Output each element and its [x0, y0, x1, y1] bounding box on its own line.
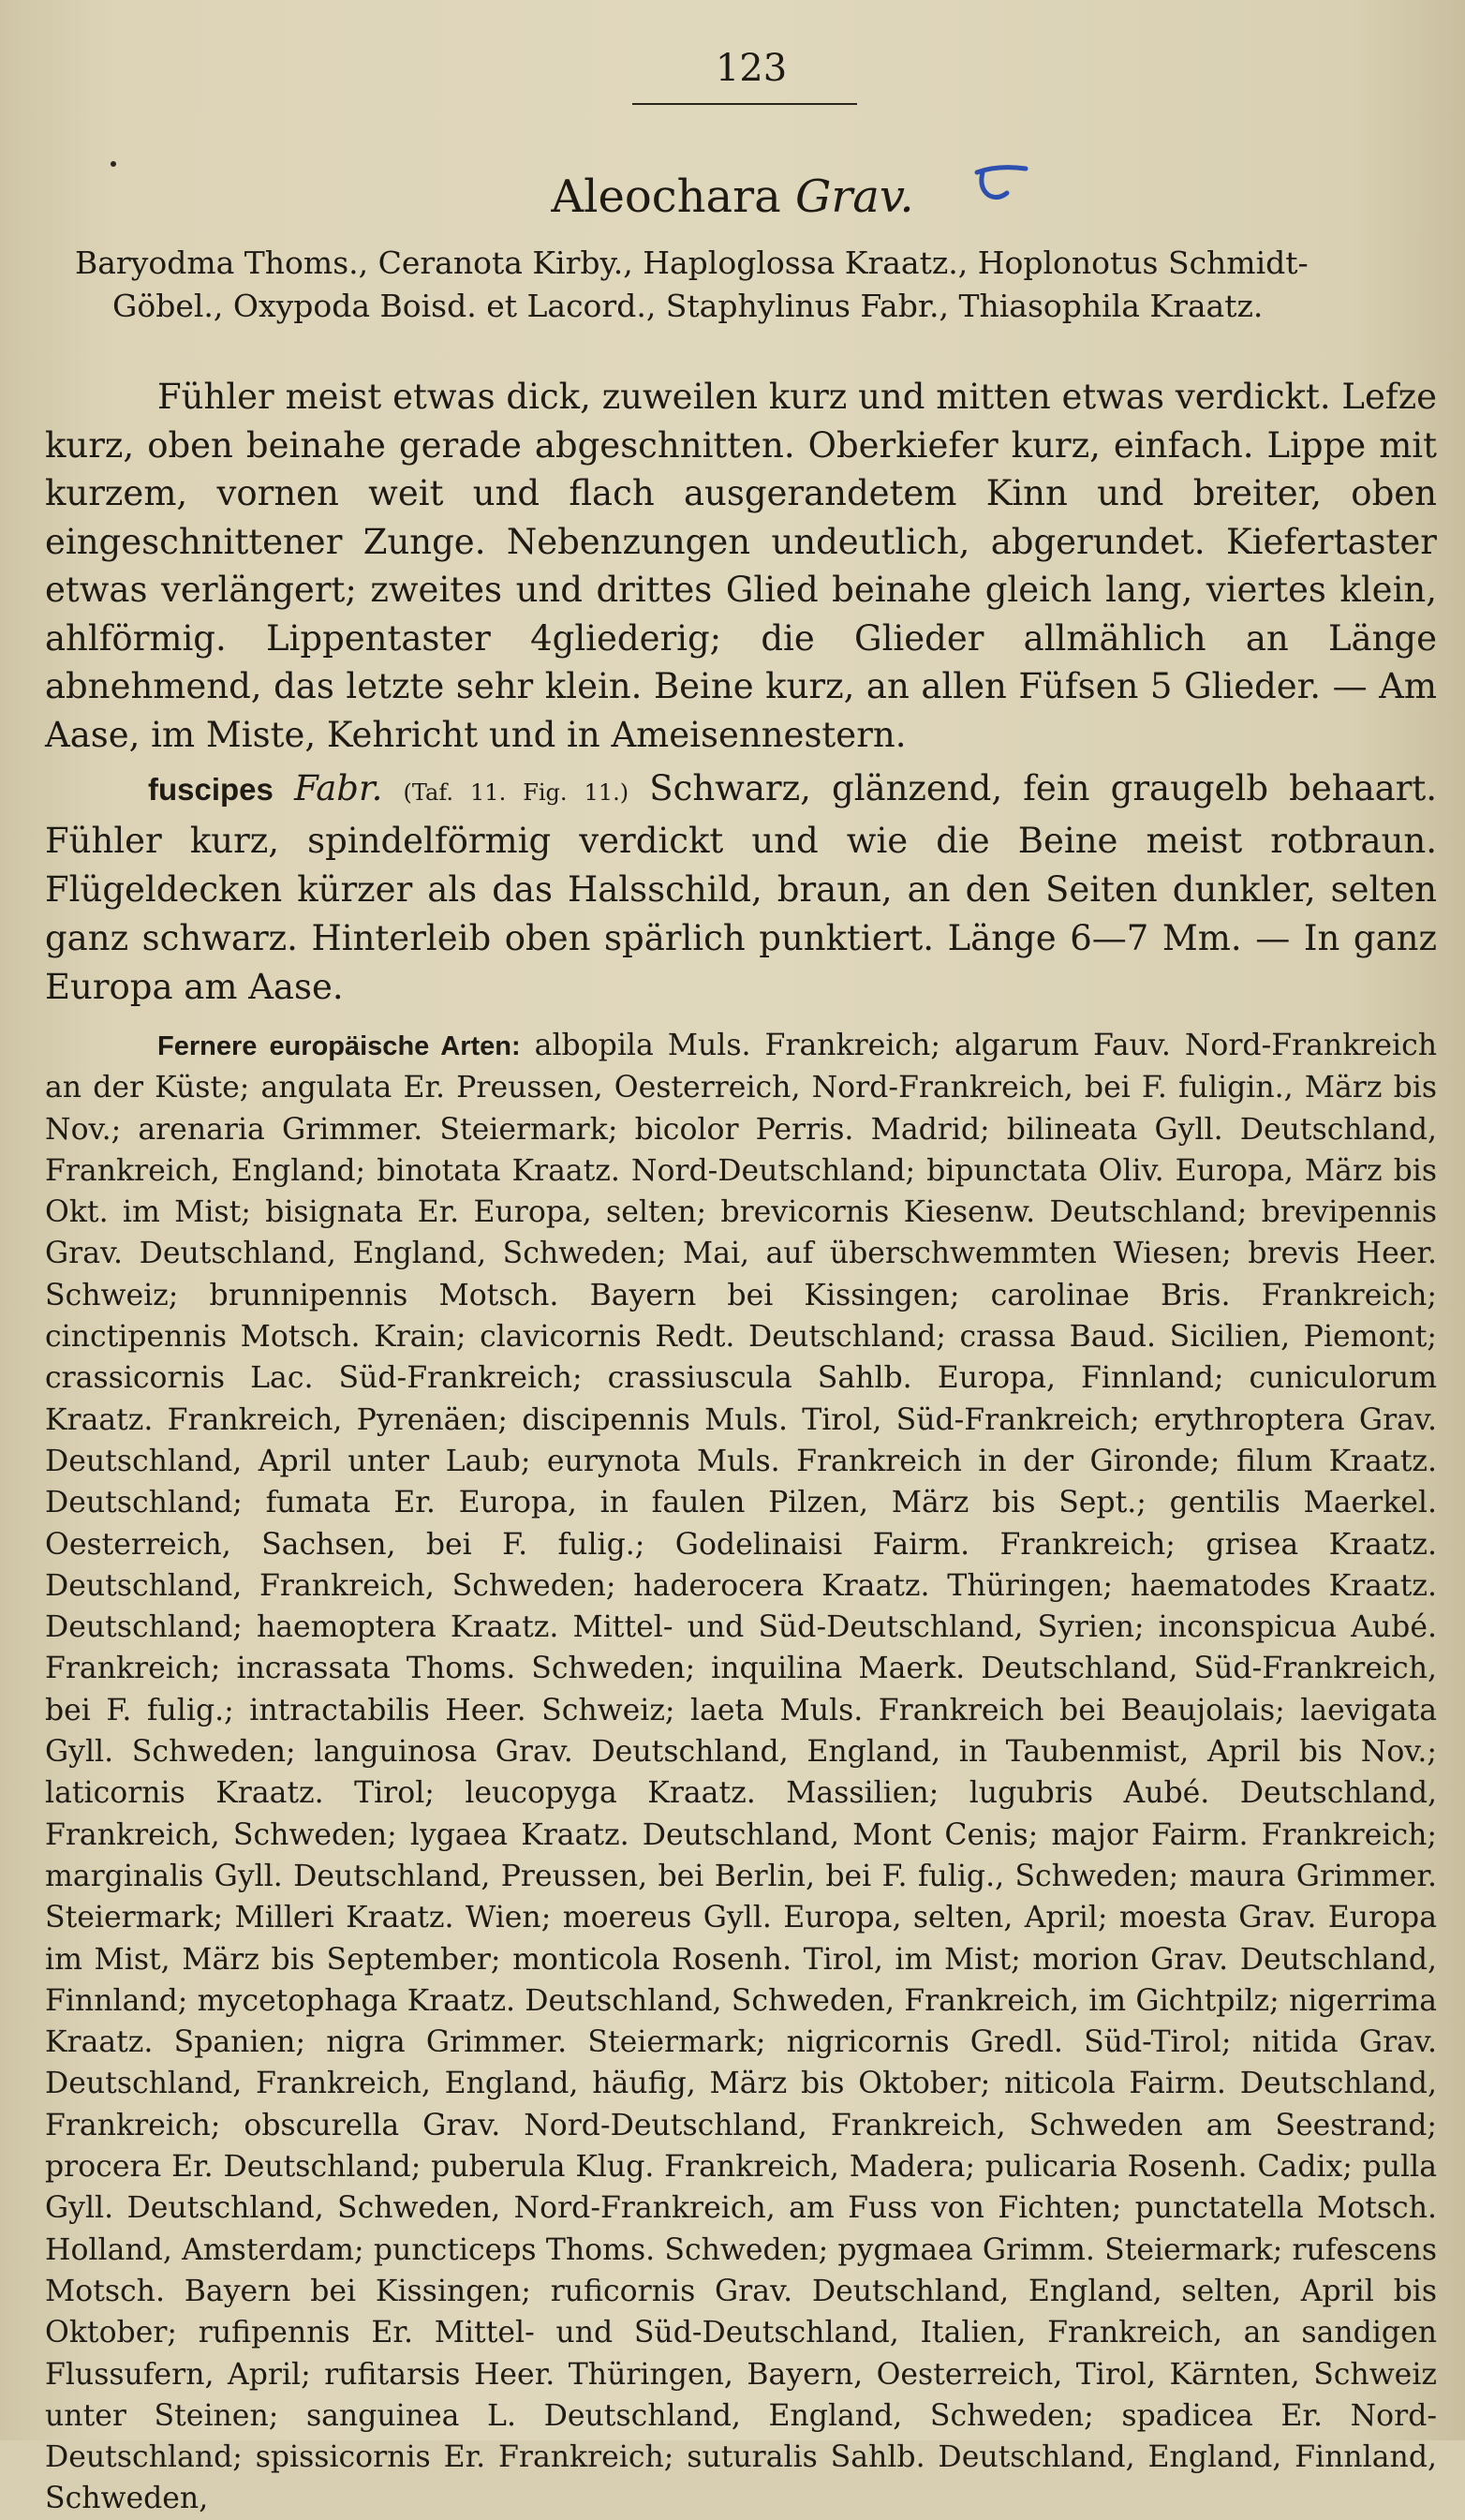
other-species-heading: Fernere europäische Arten: [157, 1031, 521, 1061]
plate-reference: (Taf. 11. Fig. 11.) [403, 779, 629, 806]
genus-name: Aleochara [551, 170, 781, 223]
species-author: Fabr. [294, 768, 383, 808]
pencil-mark-icon [969, 161, 1035, 208]
other-species-entry [45, 1025, 1437, 2520]
species-entry [45, 764, 1437, 1012]
genus-author: Grav. [794, 170, 914, 223]
species-name: fuscipes [148, 772, 274, 807]
ink-dot [111, 161, 116, 167]
other-species-list: albopila Muls. Frankreich; algarum Fauv. Nord-Frankreich an der Küste; angulata Er. Preussen, Oesterreich, Nord-Frankreich, bei F. fuligin., März bis Nov.; arenaria Grimmer. Steiermark; bicolor Perris. Madrid; bilineata Gyll. Deutschland, Frankreich, England; binotata Kraatz. Nord-Deutschland; bipunctata Oliv. Europa, März bis Okt. im Mist; bisignata Er. Europa, selten; brevicornis Kiesenw. Deutschland; brevipennis Grav. Deutschland, England, Schweden; Mai, auf überschwemmten Wiesen; brevis Heer. Schweiz; brunnipennis Motsch. Bayern bei Kissingen; carolinae Bris. Frankreich; cinctipennis Motsch. Krain; clavicornis Redt. Deutschland; crassa Baud. Sicilien, Piemont; crassicornis Lac. Süd-Frankreich; crassiuscula Sahlb. Europa, Finnland; cuniculorum Kraatz. Frankreich, Pyrenäen; discipennis Muls. Tirol, Süd-Frankreich; erythroptera Grav. Deutschland, April unter Laub; eurynota Muls. Frankreich in der Gironde; filum Kraatz. Deutschland; fumata Er. Europa, in faulen Pilzen, März bis Sept.; gentilis Maerkel. Oesterreich, Sachsen, bei F. fulig.; Godelinaisi Fairm. Frankreich; grisea Kraatz. Deutschland, Frankreich, Schweden; haderocera Kraatz. Thüringen; haematodes Kraatz. Deutschland; haemoptera Kraatz. Mittel- und Süd-Deutschland, Syrien; inconspicua Aubé. Frankreich; incrassata Thoms. Schweden; inquilina Maerk. Deutschland, Süd-Frankreich, bei F. fulig.; intractabilis Heer. Schweiz; laeta Muls. Frankreich bei Beaujolais; laevigata Gyll. Schweden; languinosa Grav. Deutschland, England, in Taubenmist, April bis Nov.; laticornis Kraatz. Tirol; leucopyga Kraatz. Massilien; lugubris Aubé. Deutschland, Frankreich, Schweden; lygaea Kraatz. Deutschland, Mont Cenis; major Fairm. Frankreich; marginalis Gyll. Deutschland, Preussen, bei Berlin, bei F. fulig., Schweden; maura Grimmer. Steiermark; Milleri Kraatz. Wien; moereus Gyll. Europa, selten, April; moesta Grav. Europa im Mist, März bis September; monticola Rosenh. Tirol, im Mist; morion Grav. Deutschland, Finnland; mycetophaga Kraatz. Deutschland, Schweden, Frankreich, im Gichtpilz; nigerrima Kraatz. Spanien; nigra Grimmer. Steiermark; nigricornis Gredl. Süd-Tirol; nitida Grav. Deutschland, Frankreich, England, häufig, März bis Oktober; niticola Fairm. Deutschland, Frankreich; obscurella Grav. Nord-Deutschland, Frankreich, Schweden am Seestrand; procera Er. Deutschland; puberula Klug. Frankreich, Madera; pulicaria Rosenh. Cadix; pulla Gyll. Deutschland, Schweden, Nord-Frankreich, am Fuss von Fichten; punctatella Motsch. Holland, Amsterdam; puncticeps Thoms. Schweden; pygmaea Grimm. Steiermark; rufescens Motsch. Bayern bei Kissingen; ruficornis Grav. Deutschland, England, selten, April bis Oktober; rufipennis Er. Mittel- und Süd-Deutschland, Italien, Frankreich, an sandigen Flussufern, April; rufitarsis Heer. Thüringen, Bayern, Oesterreich, Tirol, Kärnten, Schweiz unter Steinen; sanguinea L. Deutschland, England, Schweden; spadicea Er. Nord-Deutschland; spissicornis Er. Frankreich; suturalis Sahlb. Deutschland, England, Finnland, Schweden, [45, 1029, 1438, 2516]
genus-description: Fühler meist etwas dick, zuweilen kurz und mitten etwas verdickt. Lefze kurz, oben beinahe gerade abgeschnitten. Oberkiefer kurz, einfach. Lippe mit kurzem, vornen weit und flach ausgerandetem Kinn und breiter, oben eingeschnittener Zunge. Nebenzungen undeutlich, abgerundet. Kiefertaster etwas verlängert; zweites und drittes Glied beinahe gleich lang, viertes klein, ahlförmig. Lippentaster 4gliederig; die Glieder allmählich an Länge abnehmend, das letzte sehr klein. Beine kurz, an allen Füfsen 5 Glieder. — Am Aase, im Miste, Kehricht und in Ameisennestern. [45, 377, 1437, 755]
synonyms-line-1: Baryodma Thoms., Ceranota Kirby., Haploglossa Kraatz., Hoplonotus Schmidt- [75, 245, 1309, 281]
synonyms-block [75, 242, 1381, 328]
synonyms-line-2: Göbel., Oxypoda Boisd. et Lacord., Staphylinus Fabr., Thiasophila Kraatz. [112, 288, 1264, 324]
page-number: 123 [715, 47, 788, 90]
species-description: Schwarz, glänzend, fein graugelb behaart. Fühler kurz, spindelförmig verdickt und wie die Beine meist rotbraun. Flügeldecken kürzer als das Halsschild, braun, an den Seiten dunkler, selten ganz schwarz. Hinterleib oben spärlich punktiert. Länge 6—7 Mm. — In ganz Europa am Aase. [45, 768, 1438, 1007]
genus-title [0, 170, 1465, 223]
page-number-rule [632, 103, 857, 105]
